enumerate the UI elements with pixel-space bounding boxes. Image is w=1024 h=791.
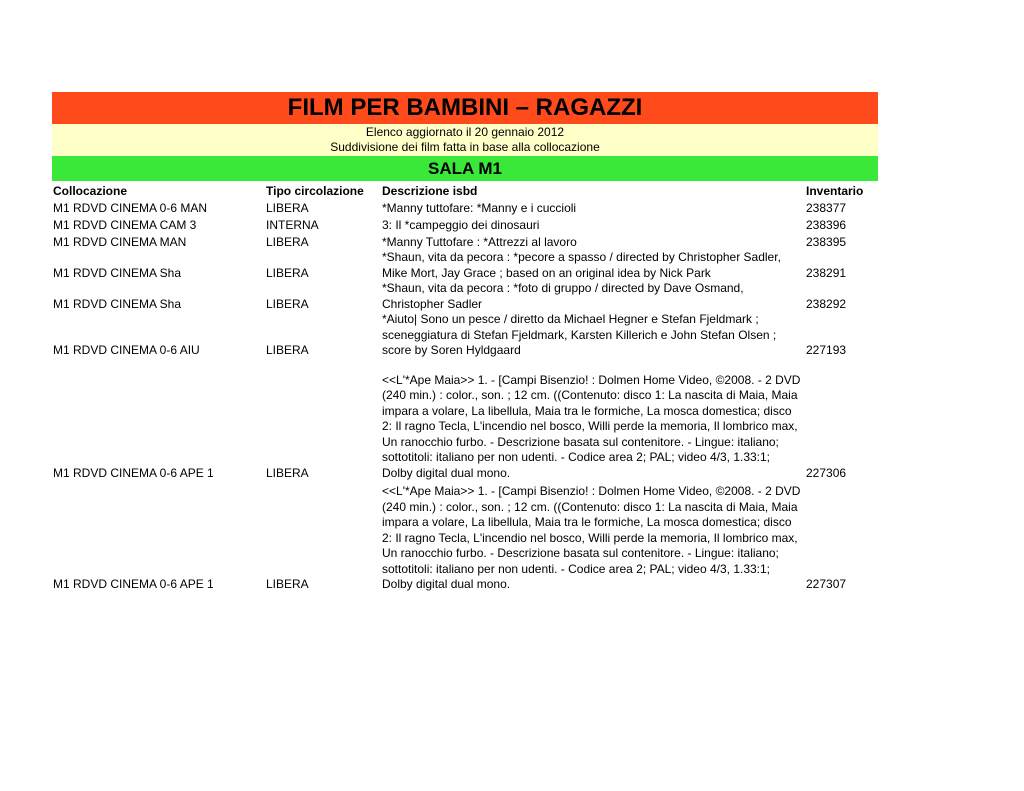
- cell-descrizione: *Shaun, vita da pecora : *pecore a spasso / directed by Christopher Sadler, Mike Mort, Jay Grace ; based on an original idea by Nick Park: [382, 250, 781, 280]
- subdivision-note: Suddivisione dei film fatta in base alla collocazione: [330, 140, 600, 154]
- cell-collocazione: M1 RDVD CINEMA MAN: [53, 234, 187, 249]
- column-header-inventario: Inventario: [806, 183, 864, 198]
- table-row: [52, 233, 878, 250]
- cell-inventario: 238291: [806, 265, 847, 280]
- cell-inventario: 227193: [806, 343, 847, 357]
- cell-collocazione: M1 RDVD CINEMA 0-6 APE 1: [53, 577, 214, 591]
- cell-collocazione: M1 RDVD CINEMA Sha: [53, 296, 182, 311]
- section-title: SALA M1: [52, 156, 878, 181]
- table-header-row: [52, 181, 878, 199]
- table-row: [52, 199, 878, 216]
- cell-descrizione: *Manny Tuttofare : *Attrezzi al lavoro: [382, 234, 577, 249]
- cell-inventario: 238377: [806, 200, 847, 215]
- table-row: [52, 281, 878, 312]
- update-date: Elenco aggiornato il 20 gennaio 2012: [365, 125, 565, 139]
- column-header-tipo: Tipo circolazione: [266, 183, 364, 198]
- cell-collocazione: M1 RDVD CINEMA 0-6 AIU: [53, 343, 200, 357]
- table-row: [52, 359, 878, 482]
- cell-inventario: 238292: [806, 296, 847, 311]
- table-row: [52, 216, 878, 233]
- cell-collocazione: M1 RDVD CINEMA CAM 3: [53, 217, 197, 232]
- cell-tipo: LIBERA: [266, 577, 309, 591]
- cell-inventario: 238396: [806, 217, 847, 232]
- column-header-descrizione: Descrizione isbd: [382, 183, 478, 198]
- cell-descrizione: 3: Il *campeggio dei dinosauri: [382, 217, 540, 232]
- cell-descrizione: <<L'*Ape Maia>> 1. - [Campi Bisenzio! : Dolmen Home Video, ©2008. - 2 DVD (240 min.) : color., son. ; 12 cm. ((Contenuto: disco 1: La nascita di Maia, Maia impara a volare, La libellula, Maia tra le formiche, La mosca domestica; disco 2: Il ragno Tecla, L'incendio nel bosco, Willi perde la memoria, Il lombrico max, Un ranocchio furbo. - Descrizione basata sul contenitore. - Lingue: italiano; sottotitoli: italiano per non udenti. - Codice area 2; PAL; video 4/3, 1.33:1; Dolby digital dual mono.: [382, 372, 801, 480]
- film-table: [52, 181, 878, 593]
- cell-tipo: LIBERA: [266, 296, 309, 311]
- cell-tipo: LIBERA: [266, 265, 309, 280]
- spreadsheet-page: [52, 92, 878, 593]
- cell-descrizione: *Aiuto| Sono un pesce / diretto da Michael Hegner e Stefan Fjeldmark ; sceneggiatura di Stefan Fjeldmark, Karsten Killerich e John Stefan Olsen ; score by Soren Hyldgaard: [382, 312, 777, 357]
- table-row: [52, 250, 878, 281]
- subheader: [52, 124, 878, 156]
- cell-tipo: LIBERA: [266, 343, 309, 357]
- cell-tipo: INTERNA: [266, 217, 319, 232]
- cell-descrizione: <<L'*Ape Maia>> 1. - [Campi Bisenzio! : Dolmen Home Video, ©2008. - 2 DVD (240 min.) : color., son. ; 12 cm. ((Contenuto: disco 1: La nascita di Maia, Maia impara a volare, La libellula, Maia tra le formiche, La mosca domestica; disco 2: Il ragno Tecla, L'incendio nel bosco, Willi perde la memoria, Il lombrico max, Un ranocchio furbo. - Descrizione basata sul contenitore. - Lingue: italiano; sottotitoli: italiano per non udenti. - Codice area 2; PAL; video 4/3, 1.33:1; Dolby digital dual mono.: [382, 484, 801, 591]
- cell-collocazione: M1 RDVD CINEMA 0-6 MAN: [53, 200, 208, 215]
- cell-descrizione: *Shaun, vita da pecora : *foto di gruppo / directed by Dave Osmand, Christopher Sadler: [382, 281, 744, 311]
- column-header-collocazione: Collocazione: [53, 183, 128, 198]
- cell-inventario: 227307: [806, 577, 847, 591]
- cell-descrizione: *Manny tuttofare: *Manny e i cuccioli: [382, 200, 577, 215]
- table-row: [52, 481, 878, 593]
- cell-tipo: LIBERA: [266, 234, 309, 249]
- page-title: FILM PER BAMBINI – RAGAZZI: [52, 92, 878, 124]
- cell-collocazione: M1 RDVD CINEMA Sha: [53, 265, 182, 280]
- cell-collocazione: M1 RDVD CINEMA 0-6 APE 1: [53, 465, 214, 480]
- cell-inventario: 238395: [806, 234, 847, 249]
- cell-inventario: 227306: [806, 465, 847, 480]
- cell-tipo: LIBERA: [266, 465, 309, 480]
- table-row: [52, 312, 878, 359]
- cell-tipo: LIBERA: [266, 200, 309, 215]
